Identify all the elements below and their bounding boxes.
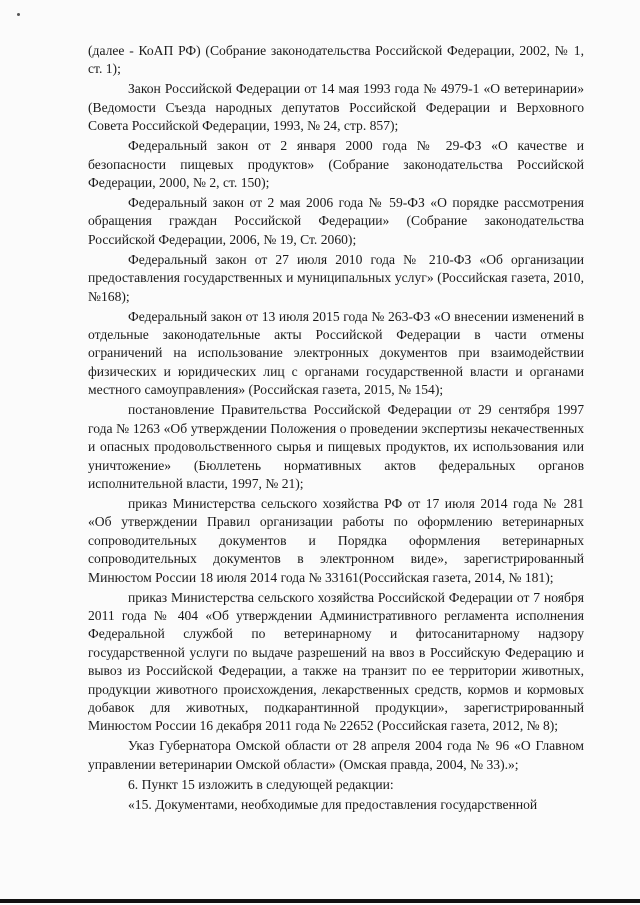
- paragraph-law-electronic-documents: Федеральный закон от 13 июля 2015 года № 263-ФЗ «О внесении изменений в отдельные законодательные акты Российской Федерации в части отмены ограничений на использование электронных документов при взаимодействии физических и юридических лиц с органами государственной власти и органами местного самоуправления» (Российская газета, 2015, № 154);: [88, 308, 584, 398]
- paragraph-government-decree: постановление Правительства Российской Федерации от 29 сентября 1997 года № 1263 «Об утверждении Положения о проведении экспертизы некачественных и опасных продовольственного сырья и пищевых продуктов, их использования или уничтожение» (Бюллетень нормативных актов федеральных органов исполнительной власти, 1997, № 21);: [88, 402, 584, 491]
- paragraph-order-281: приказ Министерства сельского хозяйства РФ от 17 июля 2014 года № 281 «Об утверждении Правил организации работы по оформлению ветеринарных сопроводительных документов и Порядка оформления ветеринарных сопроводительных документов в электронном виде», зарегистрированный Минюстом России 18 июля 2014 года № 33161(Российская газета, 2014, № 181);: [88, 495, 584, 585]
- paragraph-law-veterinary: Закон Российской Федерации от 14 мая 1993 года № 4979-1 «О ветеринарии» (Ведомости Съезда народных депутатов Российской Федерации и Верховного Совета Российской Федерации, 1993, № 24, стр. 857);: [88, 81, 584, 134]
- paragraph-law-public-services: Федеральный закон от 27 июля 2010 года № 210-ФЗ «Об организации предоставления государственных и муниципальных услуг» (Российская газета, 2010, №168);: [88, 251, 584, 304]
- paragraph-order-404: приказ Министерства сельского хозяйства Российской Федерации от 7 ноября 2011 года № 404 «Об утверждении Административного регламента исполнения Федеральной службой по ветеринарному и фитосанитарному надзору государственной услуги по выдаче разрешений на ввоз в Российскую Федерацию и вывоз из Российской Федерации, а также на транзит по ее территории животных, продукции животного происхождения, лекарственных средств, кормов и кормовых добавок для животных, подкарантинной продукции», зарегистрированный Минюстом России 16 декабря 2011 года № 22652 (Российская газета, 2012, № 8);: [88, 589, 584, 734]
- paragraph-item-6: 6. Пункт 15 изложить в следующей редакции:: [128, 776, 394, 792]
- paragraph-koap: (далее - КоАП РФ) (Собрание законодательства Российской Федерации, 2002, № 1, ст. 1);: [88, 43, 584, 77]
- paragraph-item-15: «15. Документами, необходимые для предоставления государственной: [128, 796, 538, 812]
- document-body: [88, 42, 584, 816]
- scan-bottom-edge: [0, 899, 640, 903]
- paragraph-law-citizen-appeals: Федеральный закон от 2 мая 2006 года № 59-ФЗ «О порядке рассмотрения обращения граждан Российской Федерации» (Собрание законодательства Российской Федерации, 2006, № 19, Ст. 2060);: [88, 195, 584, 247]
- paragraph-governor-decree: Указ Губернатора Омской области от 28 апреля 2004 года № 96 «О Главном управлении ветеринарии Омской области» (Омская правда, 2004, № 33).»;: [88, 738, 584, 772]
- paragraph-law-food-safety: Федеральный закон от 2 января 2000 года № 29-ФЗ «О качестве и безопасности пищевых продуктов» (Собрание законодательства Российской Федерации, 2000, № 2, ст. 150);: [88, 138, 584, 191]
- scan-speck: [17, 13, 20, 16]
